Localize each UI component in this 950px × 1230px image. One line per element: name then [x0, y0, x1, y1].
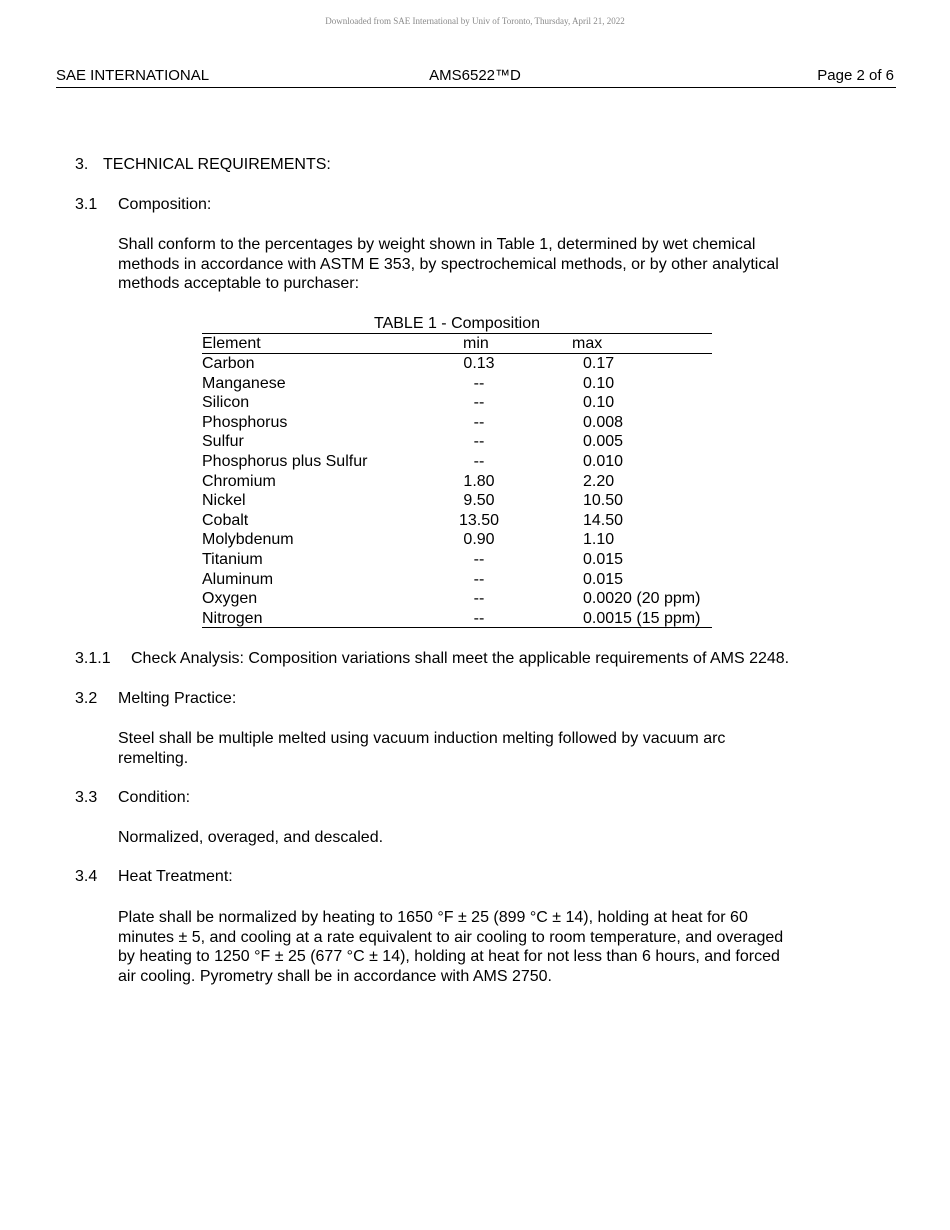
cell-max: 0.015	[583, 570, 624, 588]
cell-max: 0.0020 (20 ppm)	[583, 590, 701, 608]
cell-element: Aluminum	[202, 570, 274, 588]
body-line: methods acceptable to purchaser:	[118, 275, 360, 293]
cell-max: 0.005	[583, 433, 624, 451]
cell-min: --	[473, 590, 485, 608]
cell-element: Phosphorus	[202, 413, 288, 431]
table-row	[202, 530, 712, 550]
cell-element: Cobalt	[202, 511, 249, 529]
cell-min: --	[473, 394, 485, 412]
cell-max: 10.50	[583, 492, 624, 510]
section-3-1-1-number: 3.1.1	[75, 650, 111, 667]
section-3-1-body	[118, 235, 779, 294]
cell-max: 2.20	[583, 472, 615, 490]
cell-min: 9.50	[463, 492, 495, 510]
cell-min: --	[473, 570, 485, 588]
section-3-4-title: Heat Treatment:	[118, 868, 233, 885]
body-line: Shall conform to the percentages by weight shown in Table 1, determined by wet chemical	[118, 236, 756, 253]
table-row	[202, 609, 712, 629]
cell-element: Phosphorus plus Sulfur	[202, 453, 368, 470]
section-3-2-number: 3.2	[75, 690, 98, 707]
cell-min: --	[473, 413, 485, 431]
download-watermark: Downloaded from SAE International by Univ of Toronto, Thursday, April 21, 2022	[325, 16, 625, 26]
table-row	[202, 511, 712, 531]
body-line: minutes ± 5, and cooling at a rate equivalent to air cooling to room temperature, and overaged	[118, 928, 784, 946]
section-3-4-body	[118, 908, 783, 986]
header-organization: SAE INTERNATIONAL	[56, 67, 210, 84]
cell-min: 1.80	[463, 472, 495, 490]
cell-max: 14.50	[583, 511, 624, 529]
cell-max: 1.10	[583, 531, 615, 549]
table-row	[202, 393, 712, 413]
header-min: min	[463, 335, 489, 352]
table-row	[202, 491, 712, 511]
body-line: air cooling. Pyrometry shall be in accordance with AMS 2750.	[118, 967, 552, 985]
section-3-1-title: Composition:	[118, 196, 212, 213]
cell-max: 0.10	[583, 374, 615, 392]
table-row	[202, 550, 712, 570]
section-3-1-1-text: Check Analysis: Composition variations shall meet the applicable requirements of AMS 2248.	[131, 650, 790, 667]
table-row	[202, 452, 712, 472]
section-3-2-body	[118, 729, 725, 768]
cell-min: --	[473, 551, 485, 568]
cell-min: --	[473, 374, 485, 392]
header-max: max	[572, 335, 603, 352]
body-line: Normalized, overaged, and descaled.	[118, 829, 384, 846]
table-row	[202, 354, 712, 374]
section-3-3-title: Condition:	[118, 789, 191, 806]
table-row	[202, 589, 712, 609]
cell-min: 13.50	[458, 511, 500, 529]
cell-element: Oxygen	[202, 590, 258, 608]
body-line: methods in accordance with ASTM E 353, by spectrochemical methods, or by other analytical	[118, 255, 779, 273]
section-3-number: 3.	[75, 156, 89, 173]
cell-element: Titanium	[202, 551, 263, 568]
cell-min: 0.13	[463, 355, 495, 372]
section-3-1-number: 3.1	[75, 196, 98, 213]
table-1-title: TABLE 1 - Composition	[374, 315, 540, 332]
section-3-title: TECHNICAL REQUIREMENTS:	[103, 156, 331, 173]
body-line: Steel shall be multiple melted using vacuum induction melting followed by vacuum arc	[118, 730, 726, 747]
header-rule	[56, 87, 896, 88]
cell-element: Sulfur	[202, 433, 244, 451]
body-line: by heating to 1250 °F ± 25 (677 °C ± 14), holding at heat for not less than 6 hours, and forced	[118, 948, 780, 966]
header-element: Element	[202, 335, 261, 352]
cell-element: Carbon	[202, 355, 255, 372]
table-row	[202, 570, 712, 590]
cell-element: Silicon	[202, 394, 250, 412]
table-bottom-rule	[202, 627, 712, 628]
cell-element: Molybdenum	[202, 531, 294, 549]
cell-max: 0.015	[583, 551, 624, 568]
cell-element: Nickel	[202, 492, 246, 510]
table-row	[202, 374, 712, 394]
header-page-number: Page 2 of 6	[817, 67, 894, 84]
cell-element: Manganese	[202, 374, 286, 392]
table-row	[202, 472, 712, 492]
cell-min: --	[473, 453, 485, 470]
section-3-3-number: 3.3	[75, 789, 98, 806]
section-3-2-title: Melting Practice:	[118, 690, 237, 707]
cell-max: 0.010	[583, 453, 624, 470]
body-line: Plate shall be normalized by heating to 1650 °F ± 25 (899 °C ± 14), holding at heat for 60	[118, 909, 748, 926]
body-line: remelting.	[118, 749, 189, 767]
cell-element: Nitrogen	[202, 609, 263, 627]
header-document-id: AMS6522™D	[429, 67, 521, 84]
cell-min: --	[473, 609, 485, 627]
section-3-3-body	[118, 828, 383, 848]
cell-max: 0.10	[583, 394, 615, 412]
cell-min: --	[473, 433, 485, 451]
table-row	[202, 413, 712, 433]
cell-min: 0.90	[463, 531, 495, 549]
cell-max: 0.17	[583, 355, 615, 372]
cell-max: 0.0015 (15 ppm)	[583, 609, 701, 627]
cell-element: Chromium	[202, 472, 276, 490]
cell-max: 0.008	[583, 413, 624, 431]
section-3-4-number: 3.4	[75, 868, 98, 885]
table-row	[202, 432, 712, 452]
table-header-row	[202, 334, 712, 354]
